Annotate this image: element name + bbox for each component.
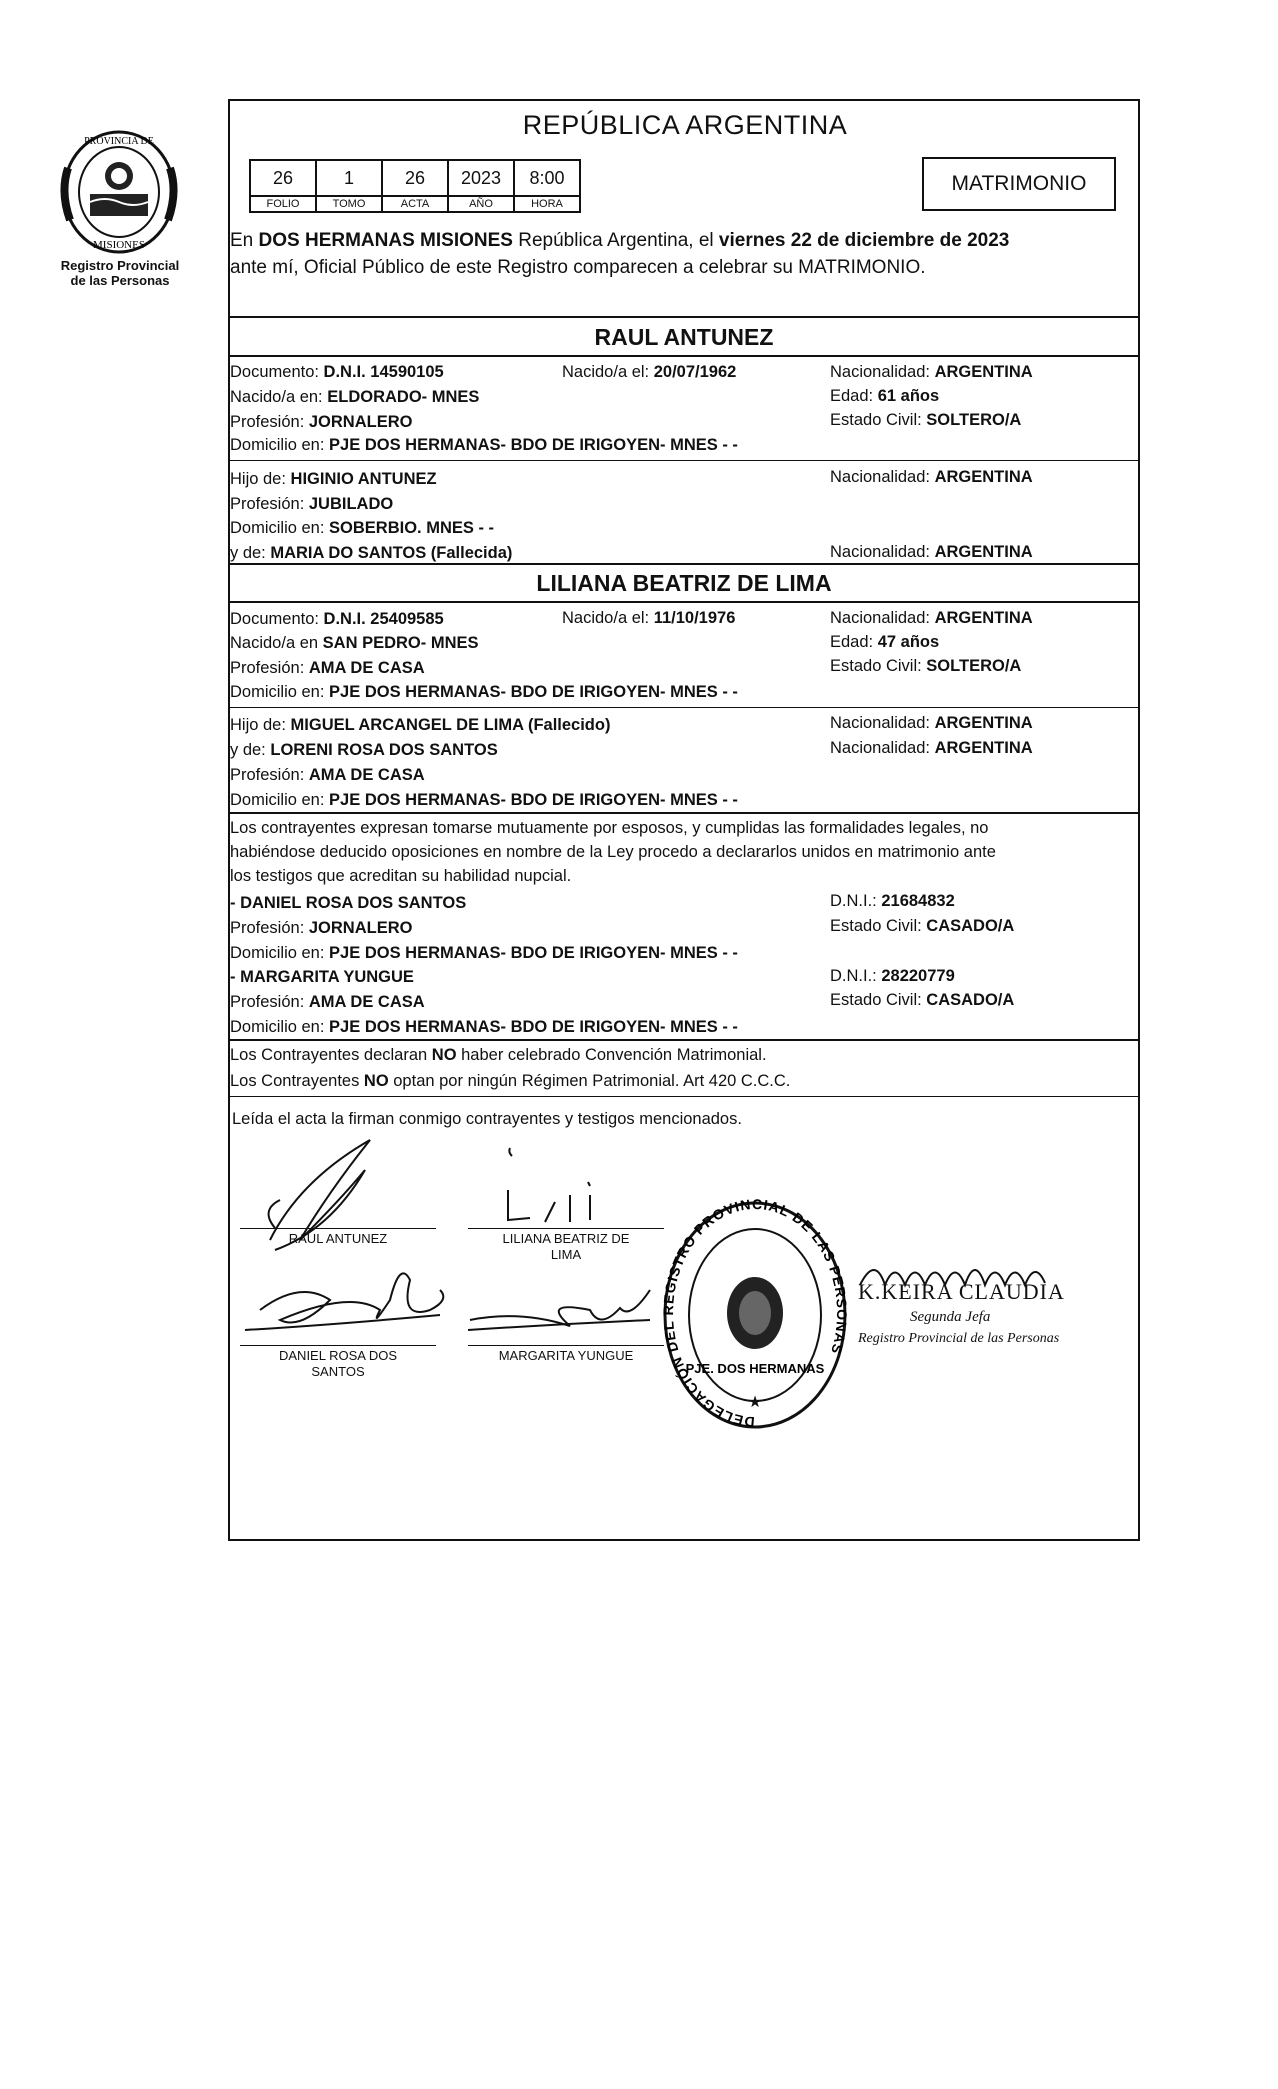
groom-age: Edad: 61 años bbox=[830, 387, 940, 405]
patrimonial-line2: Los Contrayentes NO optan por ningún Régimen Patrimonial. Art 420 C.C.C. bbox=[230, 1072, 791, 1090]
stamp-ring-text: DELEGACIÓN DEL REGISTRO PROVINCIAL DE LAS PERSONAS bbox=[660, 1195, 850, 1431]
groom-nationality: Nacionalidad: ARGENTINA bbox=[830, 363, 1033, 381]
year-value: 2023 bbox=[448, 160, 514, 196]
tomo-value: 1 bbox=[316, 160, 382, 196]
intro-line2: ante mí, Oficial Público de este Registro comparecen a celebrar su MATRIMONIO. bbox=[230, 257, 926, 278]
folio-label: FOLIO bbox=[250, 196, 316, 212]
bride-born-on: Nacido/a el: 11/10/1976 bbox=[562, 609, 736, 627]
hour-value: 8:00 bbox=[514, 160, 580, 196]
bride-father-nationality: Nacionalidad: ARGENTINA bbox=[830, 714, 1033, 732]
witness2-profession: Profesión: AMA DE CASA bbox=[230, 993, 425, 1011]
patrimonial-line1: Los Contrayentes declaran NO haber celebrado Convención Matrimonial. bbox=[230, 1046, 767, 1064]
act-type-box: MATRIMONIO bbox=[922, 157, 1116, 211]
officer-office: Registro Provincial de las Personas bbox=[858, 1331, 1060, 1346]
witness1-profession: Profesión: JORNALERO bbox=[230, 919, 413, 937]
groom-father-nationality: Nacionalidad: ARGENTINA bbox=[830, 468, 1033, 486]
logo-caption-line2: de las Personas bbox=[70, 273, 170, 288]
bride-nationality: Nacionalidad: ARGENTINA bbox=[830, 609, 1033, 627]
groom-father-profession: Profesión: JUBILADO bbox=[230, 495, 394, 513]
closing-text: Leída el acta la firman conmigo contrayentes y testigos mencionados. bbox=[232, 1110, 742, 1128]
officer-name-stamp: K.KEIRA CLAUDIA bbox=[858, 1279, 1065, 1304]
bride-mother-nationality: Nacionalidad: ARGENTINA bbox=[830, 739, 1033, 757]
bride-mother: y de: LORENI ROSA DOS SANTOS bbox=[230, 741, 498, 759]
year-label: AÑO bbox=[448, 196, 514, 212]
groom-mother-nationality: Nacionalidad: ARGENTINA bbox=[830, 543, 1033, 561]
witness1-name: - DANIEL ROSA DOS SANTOS bbox=[230, 894, 467, 912]
acta-value: 26 bbox=[382, 160, 448, 196]
groom-born-in: Nacido/a en: ELDORADO- MNES bbox=[230, 388, 480, 406]
groom-born-on: Nacido/a el: 20/07/1962 bbox=[562, 363, 737, 381]
groom-mother: y de: MARIA DO SANTOS (Fallecida) bbox=[230, 544, 513, 562]
logo-caption-line1: Registro Provincial bbox=[60, 258, 180, 273]
groom-name: RAUL ANTUNEZ bbox=[594, 324, 774, 350]
stamp-inner-text: PJE. DOS HERMANAS bbox=[685, 1361, 825, 1376]
groom-father-address: Domicilio en: SOBERBIO. MNES - - bbox=[230, 519, 495, 537]
groom-address: Domicilio en: PJE DOS HERMANAS- BDO DE IRIGOYEN- MNES - - bbox=[230, 436, 738, 454]
bride-document: Documento: D.N.I. 25409585 bbox=[230, 610, 444, 628]
hour-label: HORA bbox=[514, 196, 580, 212]
groom-civil-status: Estado Civil: SOLTERO/A bbox=[830, 411, 1022, 429]
registry-table bbox=[249, 159, 581, 213]
provincial-seal-logo bbox=[60, 128, 178, 256]
intro-line1: En DOS HERMANAS MISIONES República Argentina, el viernes 22 de diciembre de 2023 bbox=[230, 230, 1010, 251]
witness1-dni: D.N.I.: 21684832 bbox=[830, 892, 955, 910]
bride-mother-address: Domicilio en: PJE DOS HERMANAS- BDO DE IRIGOYEN- MNES - - bbox=[230, 791, 738, 809]
seal-top-text: PROVINCIA DE bbox=[84, 136, 154, 147]
bride-father: Hijo de: MIGUEL ARCANGEL DE LIMA (Fallecido) bbox=[230, 716, 611, 734]
logo-caption bbox=[40, 258, 200, 288]
country-title: REPÚBLICA ARGENTINA bbox=[522, 110, 848, 140]
seal-bottom-text: MISIONES bbox=[93, 239, 145, 251]
groom-father: Hijo de: HIGINIO ANTUNEZ bbox=[230, 470, 437, 488]
witness2-address: Domicilio en: PJE DOS HERMANAS- BDO DE IRIGOYEN- MNES - - bbox=[230, 1018, 738, 1036]
folio-value: 26 bbox=[250, 160, 316, 196]
tomo-label: TOMO bbox=[316, 196, 382, 212]
witness2-civil-status: Estado Civil: CASADO/A bbox=[830, 991, 1015, 1009]
bride-mother-profession: Profesión: AMA DE CASA bbox=[230, 766, 425, 784]
bride-name: LILIANA BEATRIZ DE LIMA bbox=[536, 570, 832, 596]
groom-document: Documento: D.N.I. 14590105 bbox=[230, 363, 444, 381]
witness2-dni: D.N.I.: 28220779 bbox=[830, 967, 955, 985]
witness2-signature-label: MARGARITA YUNGUE bbox=[498, 1348, 634, 1363]
acta-label: ACTA bbox=[382, 196, 448, 212]
bride-civil-status: Estado Civil: SOLTERO/A bbox=[830, 657, 1022, 675]
bride-profession: Profesión: AMA DE CASA bbox=[230, 659, 425, 677]
bride-born-in: Nacido/a en SAN PEDRO- MNES bbox=[230, 634, 479, 652]
witness1-address: Domicilio en: PJE DOS HERMANAS- BDO DE IRIGOYEN- MNES - - bbox=[230, 944, 738, 962]
groom-signature-label: RAUL ANTUNEZ bbox=[288, 1231, 388, 1246]
declaration-line1: Los contrayentes expresan tomarse mutuamente por esposos, y cumplidas las formalidades legales, no bbox=[230, 819, 989, 837]
groom-profession: Profesión: JORNALERO bbox=[230, 413, 413, 431]
declaration-line2: habiéndose deducido oposiciones en nombre de la Ley procedo a declararlos unidos en matrimonio ante bbox=[230, 843, 996, 861]
declaration-line3: los testigos que acreditan su habilidad nupcial. bbox=[230, 867, 572, 885]
bride-signature-label: LILIANA BEATRIZ DE LIMA bbox=[502, 1231, 630, 1262]
witness1-civil-status: Estado Civil: CASADO/A bbox=[830, 917, 1015, 935]
officer-title: Segunda Jefa bbox=[910, 1309, 991, 1325]
bride-age: Edad: 47 años bbox=[830, 633, 940, 651]
svg-text:★: ★ bbox=[747, 1394, 763, 1411]
witness1-signature-label: DANIEL ROSA DOS SANTOS bbox=[279, 1348, 397, 1379]
bride-address: Domicilio en: PJE DOS HERMANAS- BDO DE IRIGOYEN- MNES - - bbox=[230, 683, 738, 701]
witness2-name: - MARGARITA YUNGUE bbox=[230, 968, 414, 986]
official-stamp bbox=[660, 1195, 850, 1435]
